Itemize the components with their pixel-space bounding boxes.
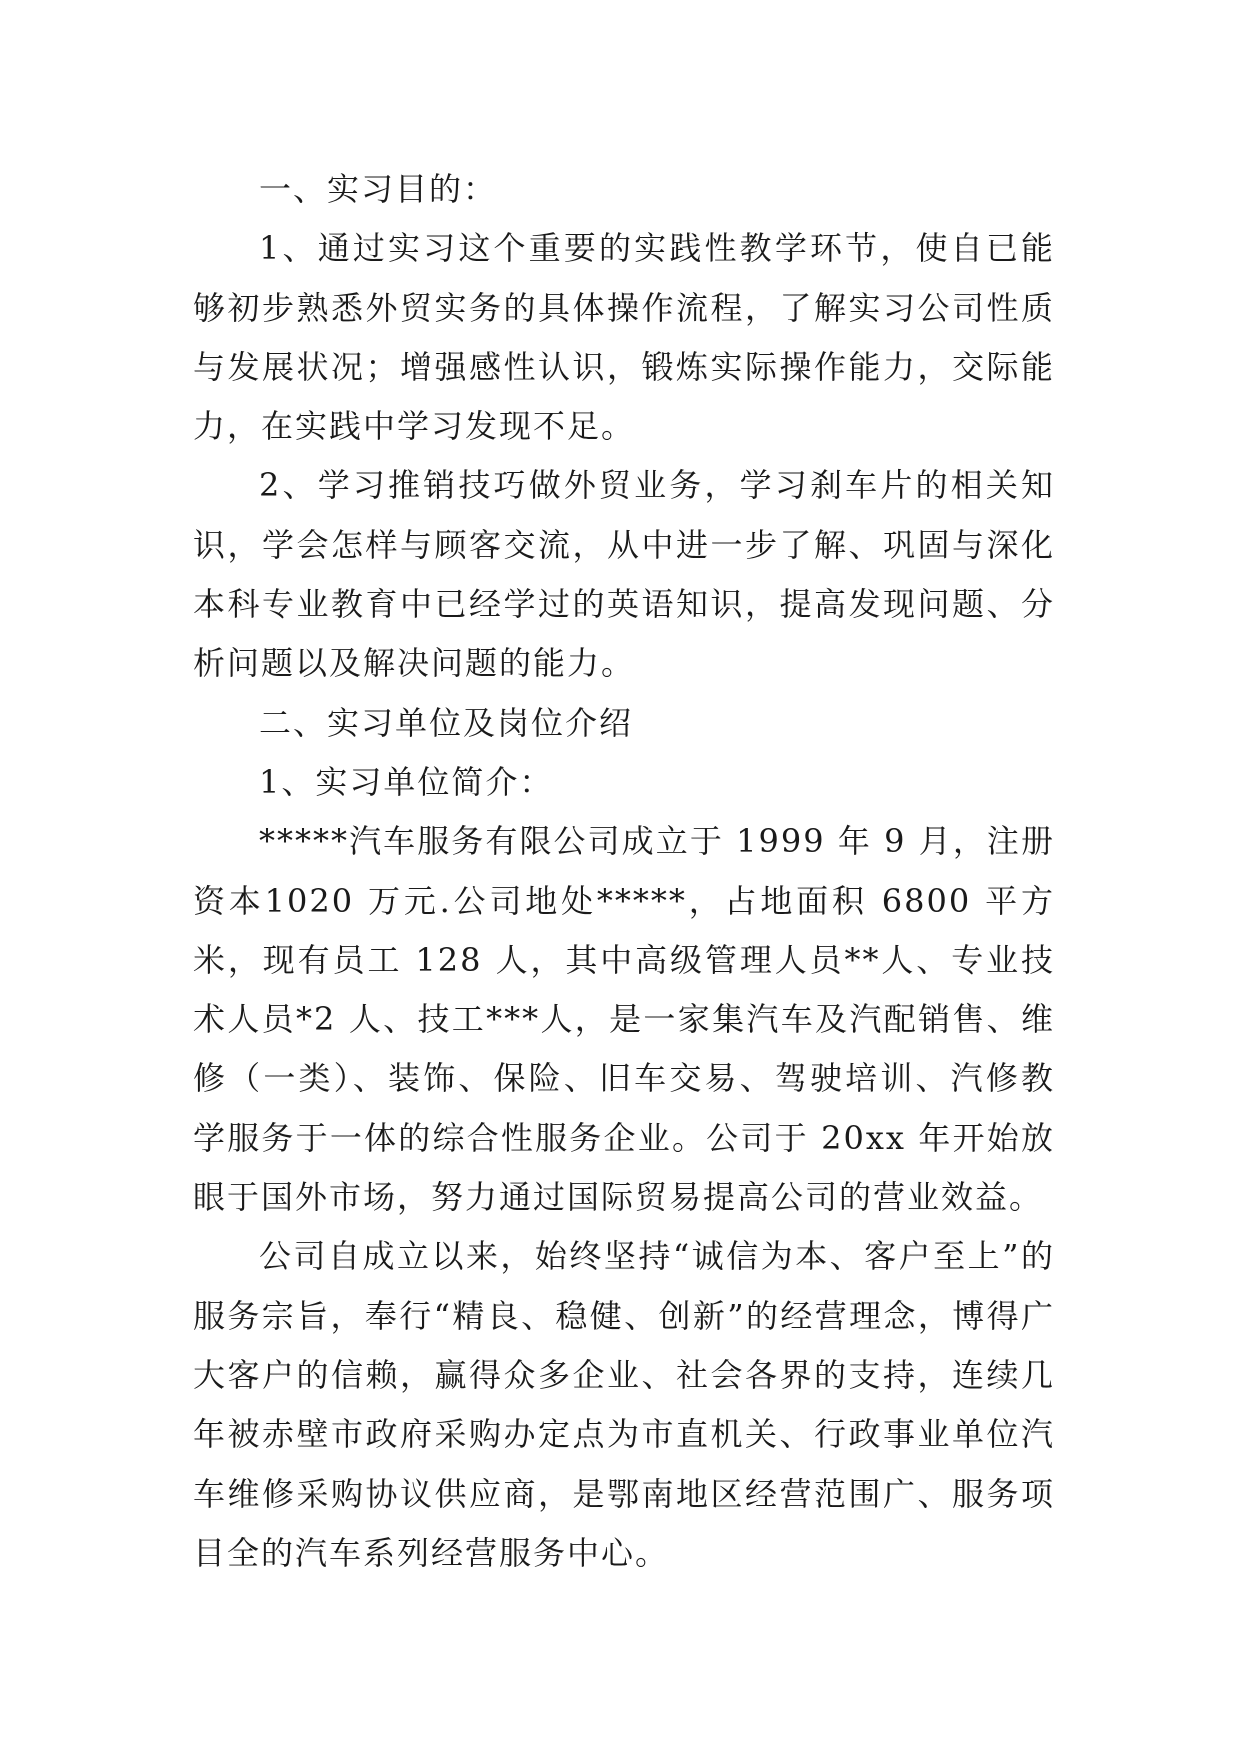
paragraph-purpose-2: 2、学习推销技巧做外贸业务，学习刹车片的相关知识，学会怎样与顾客交流，从中进一步了解、巩固与深化本科专业教育中已经学过的英语知识，提高发现问题、分析问题以及解决问题的能力。 [193, 466, 1055, 683]
heading-internship-purpose: 一、实习目的： [259, 170, 498, 208]
heading-unit-introduction: 二、实习单位及岗位介绍 [259, 703, 634, 742]
paragraph-company-profile: *****汽车服务有限公司成立于 1999 年 9 月，注册资本1020 万元.公司地处*****，占地面积 6800 平方米，现有员工 128 人，其中高级管理人员**人、专业技术人员*2 人、技工***人，是一家集汽车及汽配销售、维修（一类）、装饰、保险、旧车交易、驾驶培训、汽修教学服务于一体的综合性服务企业。公司于 20xx 年开始放眼于国外市场，努力通过国际贸易提高公司的营业效益。 [193, 822, 1055, 1217]
subheading-unit-profile: 1、实习单位简介： [259, 762, 554, 801]
document-body [193, 160, 1055, 1583]
paragraph-company-philosophy: 公司自成立以来，始终坚持“诚信为本、客户至上”的服务宗旨，奉行“精良、稳健、创新”的经营理念，博得广大客户的信赖，赢得众多企业、社会各界的支持，连续几年被赤壁市政府采购办定点为市直机关、行政事业单位汽车维修采购协议供应商，是鄂南地区经营范围广、服务项目全的汽车系列经营服务中心。 [193, 1237, 1055, 1572]
paragraph-purpose-1: 1、通过实习这个重要的实践性教学环节，使自已能够初步熟悉外贸实务的具体操作流程，了解实习公司性质与发展状况；增强感性认识，锻炼实际操作能力，交际能力，在实践中学习发现不足。 [193, 229, 1055, 446]
